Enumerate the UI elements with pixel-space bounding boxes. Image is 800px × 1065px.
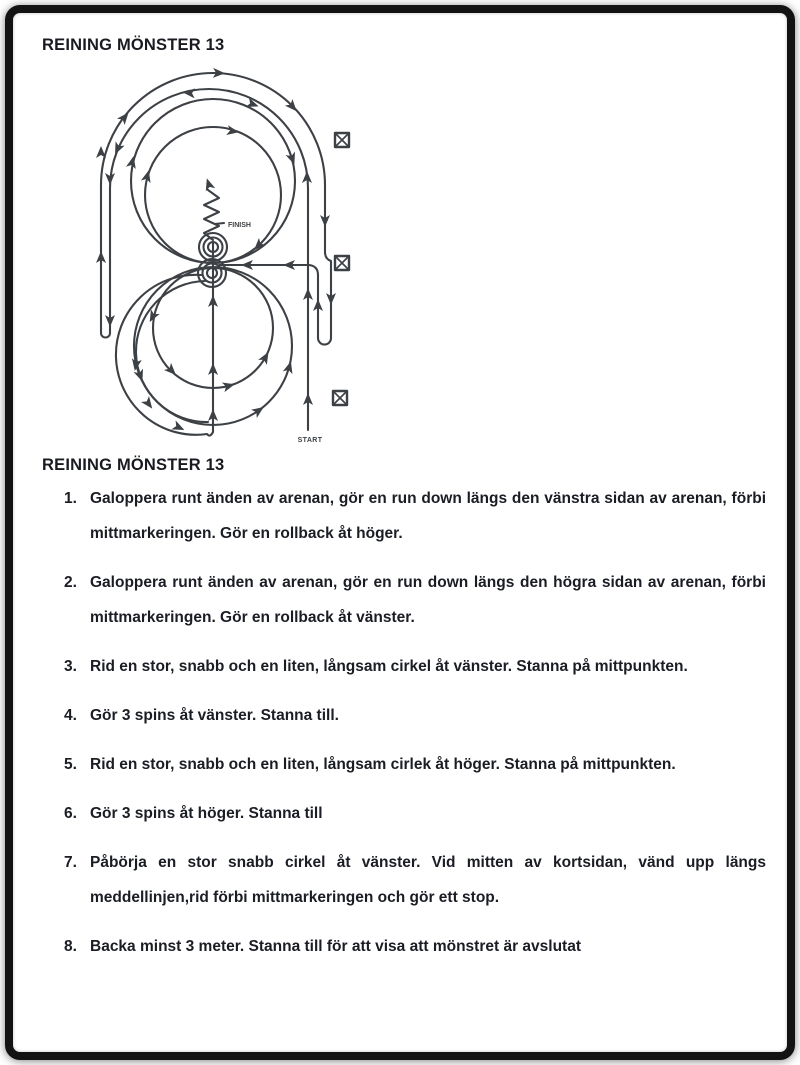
item-number: 3.: [64, 658, 77, 675]
item-number: 4.: [64, 707, 77, 724]
instruction-item: [64, 698, 766, 733]
item-number: 6.: [64, 805, 77, 822]
instruction-item: [64, 929, 766, 964]
item-text: Rid en stor, snabb och en liten, långsam cirkel åt vänster. Stanna på mittpunkten.: [90, 658, 688, 675]
item-text: Galoppera runt änden av arenan, gör en run down längs den högra sidan av arenan, förbi mittmarkeringen. Gör en rollback åt vänster.: [90, 574, 766, 626]
instructions-list: [64, 481, 766, 978]
instruction-item: [64, 796, 766, 831]
instruction-item: [64, 845, 766, 915]
instruction-item: [64, 747, 766, 782]
item-text: Gör 3 spins åt höger. Stanna till: [90, 805, 323, 822]
arena-marker-icon-bottom: [333, 391, 347, 405]
instruction-item: [64, 481, 766, 551]
item-text: Galoppera runt änden av arenan, gör en run down längs den vänstra sidan av arenan, förbi mittmarkeringen. Gör en rollback åt höger.: [90, 490, 766, 542]
arena-marker-icon-top: [335, 133, 349, 147]
section-heading: REINING MÖNSTER 13: [42, 456, 225, 474]
item-number: 7.: [64, 854, 77, 871]
finish-label: FINISH: [228, 222, 251, 229]
start-label: START: [297, 437, 323, 444]
item-number: 8.: [64, 938, 77, 955]
item-number: 2.: [64, 574, 77, 591]
reining-pattern-diagram: [52, 48, 392, 448]
item-number: 5.: [64, 756, 77, 773]
item-text: Rid en stor, snabb och en liten, långsam cirlek åt höger. Stanna på mittpunkten.: [90, 756, 676, 773]
page-title: REINING MÖNSTER 13: [42, 36, 225, 54]
instruction-item: [64, 565, 766, 635]
instruction-item: [64, 649, 766, 684]
item-number: 1.: [64, 490, 77, 507]
finish-tick: [215, 223, 224, 224]
item-text: Påbörja en stor snabb cirkel åt vänster. Vid mitten av kortsidan, vänd upp längs meddellinjen,rid förbi mittmarkeringen och gör ett stop.: [90, 854, 766, 906]
item-text: Gör 3 spins åt vänster. Stanna till.: [90, 707, 339, 724]
arena-marker-icon-middle: [335, 256, 349, 270]
item-text: Backa minst 3 meter. Stanna till för att visa att mönstret är avslutat: [90, 938, 581, 955]
